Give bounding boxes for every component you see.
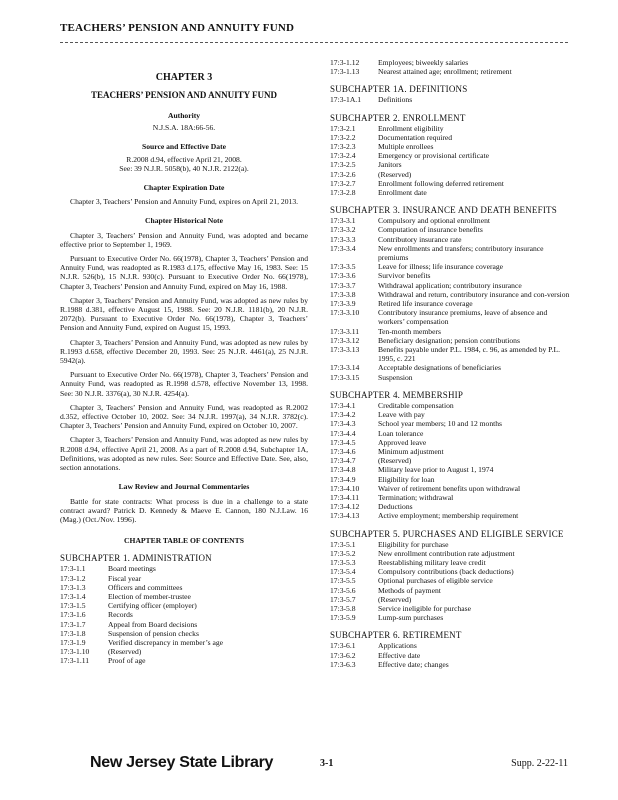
history-paragraph: Pursuant to Executive Order No. 66(1978), Chapter 3, Teachers’ Pension and Annuity Fund, was readopted as R.1983 d.175, effective May 16, 1983. See: 15 N.J.R. 526(b), 15 N.J.R. 930(c). Pursuant to Executive Order No. 66(1978), Chapter 3, Teachers’ Pension and Annuity Fund, expired on May 16, 1988. [60,254,308,291]
toc-entry [60,574,308,583]
section-number: 17:3-5.1 [330,539,356,549]
section-title: Effective date; changes [378,659,449,669]
source-line-1: R.2008 d.94, effective April 21, 2008. [126,154,242,164]
toc-entry [60,610,308,619]
toc-list [330,641,575,669]
section-title: Nearest attained age; enrollment; retirement [378,67,512,77]
section-number: 17:3-5.3 [330,557,356,567]
subchapter-heading: SUBCHAPTER 5. PURCHASES AND ELIGIBLE SERVICE [330,528,564,539]
section-title: Compulsory and optional enrollment [378,216,490,226]
toc-entry [330,438,575,447]
toc-entry [330,493,575,502]
toc-list [330,124,575,198]
section-number: 17:3-1.7 [60,619,86,629]
toc-entry [330,58,575,67]
section-number: 17:3-3.1 [330,216,356,226]
section-number: 17:3-3.6 [330,271,356,281]
section-number: 17:3-1.9 [60,637,86,647]
toc-entry [330,475,575,484]
section-number: 17:3-1.6 [60,610,86,620]
section-number: 17:3-3.3 [330,234,356,244]
header-rule [60,42,568,43]
section-title: Optional purchases of eligible service [378,576,493,586]
chapter-name: TEACHERS’ PENSION AND ANNUITY FUND [90,90,278,100]
section-title: Active employment; membership requirement [378,511,519,521]
toc-entry [330,484,575,493]
toc-entry [330,651,575,660]
section-number: 17:3-4.11 [330,492,360,502]
history-paragraph: Chapter 3, Teachers’ Pension and Annuity Fund, was adopted as new rules by R.1988 d.381, effective August 15, 1988. See: 20 N.J.R. 1181(b), 20 N.J.R. 2072(b). Pursuant to Executive Order No. 66(1978), Chapter 3, Teachers’ Pension and Annuity Fund, expired on August 15, 1993. [60,295,308,333]
section-title: Benefits payable under P.L. 1984, c. 96, as amended by P.L. 1995, c. 221 [378,345,561,364]
section-number: 17:3-4.6 [330,446,356,456]
section-number: 17:3-2.8 [330,188,356,198]
section-number: 17:3-1.10 [60,647,90,657]
toc-entry [330,401,575,410]
section-number: 17:3-3.5 [330,262,356,272]
section-number: 17:3-3.15 [330,372,360,382]
section-title: Suspension [378,372,413,382]
section-number: 17:3-1A.1 [330,95,362,105]
toc-entry [330,244,575,262]
toc-entry [330,133,575,142]
toc-list [330,58,575,76]
section-number: 17:3-1.12 [330,58,360,67]
section-title: Multiple enrollees [378,142,434,152]
section-number: 17:3-6.2 [330,650,356,660]
toc-entry [330,576,575,585]
section-number: 17:3-5.7 [330,594,356,604]
section-title: (Reserved) [378,169,412,179]
toc-list [330,540,575,623]
toc-entry [330,373,575,382]
section-title: Applications [378,641,417,651]
section-number: 17:3-4.9 [330,474,356,484]
chapter-number: CHAPTER 3 [155,72,213,83]
toc-entry [330,613,575,622]
section-title: Minimum adjustment [378,446,444,456]
section-number: 17:3-4.1 [330,400,356,410]
section-title: Records [108,610,133,620]
law-review-text: Battle for state contracts: What process is due in a challenge to a state contract award? Patrick D. Kennedy & Maeve E. Cannon, 180 N.J.Law. 16 (Mag.) (Oct./Nov. 1996). [60,496,308,524]
history-paragraph: Chapter 3, Teachers’ Pension and Annuity Fund, was adopted as new rules by R.1993 d.658, effective December 20, 1993. See: 25 N.J.R. 4461(a), 25 N.J.R. 5942(a). [60,337,308,366]
section-title: Military leave prior to August 1, 1974 [378,465,494,475]
toc-entry [60,620,308,629]
toc-entry [330,327,575,336]
section-number: 17:3-2.2 [330,132,356,142]
toc-list [330,95,575,104]
section-number: 17:3-6.3 [330,659,356,669]
toc-entry [330,410,575,419]
section-number: 17:3-3.14 [330,363,360,373]
section-title: Enrollment eligibility [378,123,444,133]
page-footer [60,752,568,782]
subchapter-heading: SUBCHAPTER 1. ADMINISTRATION [60,553,212,564]
history-paragraph: Pursuant to Executive Order No. 66(1978), Chapter 3, Teachers’ Pension and Annuity Fund, was readopted as R.1998 d.578, effective November 13, 1998. See: 30 N.J.R. 3376(a), 30 N.J.R. 4254(a). [60,370,308,398]
history-paragraph: Chapter 3, Teachers’ Pension and Annuity Fund, was adopted and became effective prior to September 1, 1969. [60,230,308,249]
expiration-text: Chapter 3, Teachers’ Pension and Annuity Fund, expires on April 21, 2013. [70,197,299,207]
section-number: 17:3-4.3 [330,419,356,429]
section-title: (Reserved) [378,456,412,466]
section-title: Compulsory contributions (back deductions) [378,567,514,577]
section-number: 17:3-2.5 [330,160,356,170]
toc-entry [60,592,308,601]
section-number: 17:3-5.8 [330,603,356,613]
section-number: 17:3-6.1 [330,641,356,651]
page-number: 3-1 [320,758,334,769]
section-number: 17:3-4.5 [330,437,356,447]
section-title: Withdrawal and return, contributory insurance and con-version [378,289,570,299]
section-number: 17:3-5.5 [330,576,356,586]
section-number: 17:3-1.1 [60,564,86,574]
section-title: Beneficiary designation; pension contributions [378,335,520,345]
section-title: Contributory insurance premiums, leave of absence and workers’ compensation [378,308,548,327]
section-number: 17:3-1.13 [330,67,360,77]
toc-entry [330,124,575,133]
toc-entry [60,647,308,656]
toc-entry [330,262,575,271]
subchapter-heading: SUBCHAPTER 1A. DEFINITIONS [330,84,468,95]
toc-entry [330,363,575,372]
section-title: Election of member-trustee [108,591,191,601]
section-title: Enrollment following deferred retirement [378,178,504,188]
section-title: Effective date [378,650,421,660]
toc-entry [330,660,575,669]
section-number: 17:3-4.7 [330,456,356,466]
section-title: Withdrawal application; contributory insurance [378,280,522,290]
section-title: Fiscal year [108,573,142,583]
toc-entry [330,502,575,511]
section-title: Computation of insurance benefits [378,225,483,235]
history-paragraph: Chapter 3, Teachers’ Pension and Annuity Fund, was readopted as R.2002 d.352, effective October 10, 2002. See: 34 N.J.R. 1997(a), 34 N.J.R. 3782(c). Chapter 3, Teachers’ Pension and Annuity Fund, expired on October 10, 2007. [60,402,308,431]
toc-entry [60,656,308,665]
toc-entry [330,549,575,558]
subchapter-heading: SUBCHAPTER 2. ENROLLMENT [330,112,466,123]
section-number: 17:3-3.10 [330,308,360,318]
toc-entry [330,225,575,234]
toc-entry [330,142,575,151]
section-number: 17:3-4.8 [330,465,356,475]
section-title: (Reserved) [378,594,412,604]
toc-entry [330,299,575,308]
toc-entry [330,271,575,280]
section-number: 17:3-4.2 [330,410,356,420]
section-title: Methods of payment [378,585,441,595]
history-paragraph: Chapter 3, Teachers’ Pension and Annuity Fund, was adopted as new rules by R.2008 d.94, effective April 21, 2008. As a part of R.2008 d.94, Subchapter 1A, Definitions, was adopted as new rules. See: Source and Effective Date. See, also, section annotations. [60,435,308,473]
section-title: Survivor benefits [378,271,431,281]
section-number: 17:3-3.9 [330,299,356,309]
section-number: 17:3-3.12 [330,335,360,345]
toc-entry [330,447,575,456]
toc-entry [330,160,575,169]
left-column [60,58,308,666]
toc-entry [330,567,575,576]
section-title: Service ineligible for purchase [378,603,471,613]
toc-entry [60,583,308,592]
section-title: Enrollment date [378,188,427,198]
toc-entry [60,601,308,610]
section-number: 17:3-1.2 [60,573,86,583]
section-number: 17:3-4.10 [330,483,360,493]
section-title: Verified discrepancy in member’s age [108,637,223,647]
toc-entry [330,290,575,299]
authority-text: N.J.S.A. 18A:66-56. [152,123,216,133]
section-title: Ten-month members [378,326,441,336]
section-title: Emergency or provisional certificate [378,151,489,161]
section-number: 17:3-4.12 [330,502,360,512]
section-title: Waiver of retirement benefits upon withdrawal [378,483,521,493]
toc-entry [330,336,575,345]
section-number: 17:3-1.5 [60,601,86,611]
section-title: Officers and committees [108,582,183,592]
section-title: Deductions [378,502,413,512]
section-title: New enrollments and transfers; contributory insurance premiums [378,243,544,263]
section-title: Eligibility for loan [378,474,435,484]
toc-entry [330,308,575,326]
section-number: 17:3-2.1 [330,123,356,133]
section-number: 17:3-2.7 [330,178,356,188]
section-title: Documentation required [378,132,453,142]
toc-entry [330,235,575,244]
section-title: Janitors [378,160,402,170]
section-title: (Reserved) [108,647,142,657]
section-number: 17:3-1.11 [60,656,90,666]
subchapter-heading: SUBCHAPTER 6. RETIREMENT [330,630,462,641]
section-title: Approved leave [378,437,427,447]
section-title: New enrollment contribution rate adjustment [378,548,515,558]
toc-list [330,216,575,382]
section-number: 17:3-5.2 [330,548,356,558]
source-line-2: See: 39 N.J.R. 5058(b), 40 N.J.R. 2122(a). [119,163,249,173]
section-title: Loan tolerance [378,428,424,438]
section-number: 17:3-2.3 [330,142,356,152]
toc-entry [330,95,575,104]
toc-entry [330,179,575,188]
toc-entry [330,604,575,613]
toc-entry [330,586,575,595]
toc-entry [330,511,575,520]
section-number: 17:3-2.4 [330,151,356,161]
section-number: 17:3-3.13 [330,345,360,355]
library-watermark: New Jersey State Library [90,754,274,771]
running-header-title: TEACHERS’ PENSION AND ANNUITY FUND [60,22,295,34]
section-title: School year members; 10 and 12 months [378,419,503,429]
toc-entry [60,638,308,647]
section-title: Proof of age [108,656,146,666]
toc-entry [330,558,575,567]
toc-entry [330,281,575,290]
toc-entry [330,216,575,225]
section-title: Lump-sum purchases [378,613,444,623]
history-heading: Chapter Historical Note [145,216,223,226]
section-number: 17:3-3.4 [330,243,356,253]
expiration-heading: Chapter Expiration Date [143,183,225,193]
toc-entry [330,429,575,438]
toc-entry [330,345,575,363]
section-title: Definitions [378,95,413,105]
toc-entry [330,188,575,197]
section-number: 17:3-1.4 [60,591,86,601]
section-number: 17:3-3.2 [330,225,356,235]
section-title: Employees; biweekly salaries [378,58,469,67]
toc-entry [60,629,308,638]
section-title: Acceptable designations of beneficiaries [378,363,501,373]
section-title: Eligibility for purchase [378,539,449,549]
toc-entry [330,540,575,549]
section-number: 17:3-3.8 [330,289,356,299]
subchapter-heading: SUBCHAPTER 3. INSURANCE AND DEATH BENEFITS [330,205,557,216]
toc-entry [330,595,575,604]
toc-list [60,564,308,665]
section-number: 17:3-2.6 [330,169,356,179]
toc-entry [330,151,575,160]
source-heading: Source and Effective Date [141,142,226,152]
toc-entry [330,419,575,428]
toc-entry [330,170,575,179]
section-number: 17:3-5.9 [330,613,356,623]
toc-entry [330,641,575,650]
toc-list [330,401,575,521]
law-review-heading: Law Review and Journal Commentaries [118,482,250,492]
toc-heading: CHAPTER TABLE OF CONTENTS [124,536,244,546]
section-title: Board meetings [108,564,156,574]
section-title: Retired life insurance coverage [378,299,473,309]
section-number: 17:3-1.8 [60,628,86,638]
section-number: 17:3-3.11 [330,326,360,336]
section-title: Leave for illness; life insurance coverage [378,262,504,272]
toc-entry [330,67,575,76]
section-title: Certifying officer (employer) [108,601,197,611]
toc-entry [330,465,575,474]
section-title: Contributory insurance rate [378,234,462,244]
toc-entry [60,564,308,573]
section-title: Appeal from Board decisions [108,619,198,629]
section-number: 17:3-5.6 [330,585,356,595]
section-title: Reestablishing military leave credit [378,557,486,567]
section-number: 17:3-3.7 [330,280,356,290]
right-column [330,58,575,669]
section-title: Suspension of pension checks [108,628,199,638]
section-number: 17:3-4.4 [330,428,356,438]
subchapter-heading: SUBCHAPTER 4. MEMBERSHIP [330,389,464,400]
authority-heading: Authority [167,111,201,120]
section-title: Leave with pay [378,410,425,420]
section-number: 17:3-5.4 [330,567,356,577]
section-number: 17:3-4.13 [330,511,360,521]
supplement-date: Supp. 2-22-11 [511,758,568,769]
section-title: Creditable compensation [378,400,454,410]
section-title: Termination; withdrawal [378,492,454,502]
section-number: 17:3-1.3 [60,582,86,592]
toc-entry [330,456,575,465]
